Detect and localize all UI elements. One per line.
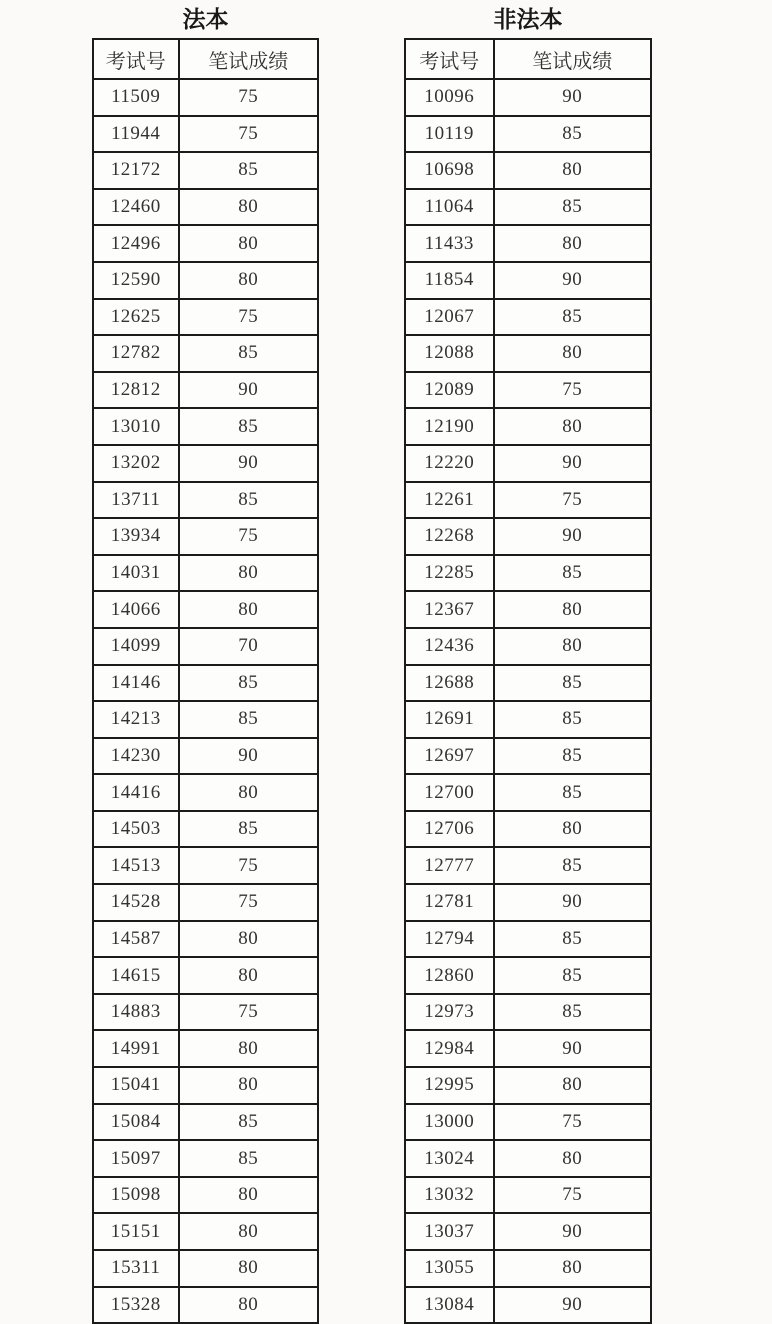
- table-cell: 85: [494, 299, 651, 336]
- table-body-law: [93, 79, 318, 1323]
- table-cell: 12984: [405, 1030, 494, 1067]
- table-cell: 80: [179, 1287, 319, 1324]
- table-cell: 13010: [93, 408, 179, 445]
- table-cell: 85: [179, 152, 319, 189]
- table-cell: 85: [179, 665, 319, 702]
- table-cell: 90: [494, 445, 651, 482]
- table-cell: 85: [494, 994, 651, 1031]
- table-cell: 15084: [93, 1104, 179, 1141]
- table-row: [93, 628, 318, 665]
- table-cell: 15328: [93, 1287, 179, 1324]
- table-row: [93, 665, 318, 702]
- table-row: [93, 994, 318, 1031]
- table-cell: 80: [179, 555, 319, 592]
- table-cell: 11854: [405, 262, 494, 299]
- table-cell: 85: [179, 482, 319, 519]
- table-cell: 75: [179, 994, 319, 1031]
- table-cell: 12496: [93, 225, 179, 262]
- table-cell: 15041: [93, 1067, 179, 1104]
- table-cell: 14513: [93, 847, 179, 884]
- table-cell: 12261: [405, 482, 494, 519]
- table-cell: 13032: [405, 1177, 494, 1214]
- table-row: [405, 1140, 651, 1177]
- table-row: [93, 774, 318, 811]
- table-row: [93, 701, 318, 738]
- table-row: [405, 518, 651, 555]
- table-cell: 75: [179, 518, 319, 555]
- table-cell: 12067: [405, 299, 494, 336]
- table-cell: 11433: [405, 225, 494, 262]
- table-row: [93, 408, 318, 445]
- table-cell: 12172: [93, 152, 179, 189]
- table-cell: 12590: [93, 262, 179, 299]
- table-cell: 15097: [93, 1140, 179, 1177]
- table-cell: 80: [179, 774, 319, 811]
- table-cell: 80: [179, 225, 319, 262]
- table-cell: 80: [179, 1030, 319, 1067]
- table-cell: 80: [494, 811, 651, 848]
- table-cell: 90: [494, 262, 651, 299]
- table-row: [93, 335, 318, 372]
- table-header-row: [93, 39, 318, 79]
- table-row: [405, 774, 651, 811]
- table-cell: 14587: [93, 921, 179, 958]
- table-row: [93, 811, 318, 848]
- table-row: [405, 152, 651, 189]
- table-cell: 85: [179, 408, 319, 445]
- table-cell: 12782: [93, 335, 179, 372]
- table-row: [93, 262, 318, 299]
- table-cell: 85: [179, 1104, 319, 1141]
- table-cell: 75: [494, 372, 651, 409]
- table-cell: 75: [494, 1177, 651, 1214]
- column-header-written-score: 笔试成绩: [179, 39, 319, 79]
- table-row: [93, 1030, 318, 1067]
- table-cell: 80: [494, 1250, 651, 1287]
- table-cell: 12367: [405, 591, 494, 628]
- table-row: [405, 189, 651, 226]
- table-row: [93, 445, 318, 482]
- table-row: [405, 884, 651, 921]
- table-cell: 10119: [405, 116, 494, 153]
- table-row: [93, 1140, 318, 1177]
- table-cell: 75: [179, 847, 319, 884]
- table-cell: 90: [494, 884, 651, 921]
- table-cell: 13024: [405, 1140, 494, 1177]
- table-row: [405, 79, 651, 116]
- table-row: [93, 738, 318, 775]
- table-cell: 12285: [405, 555, 494, 592]
- table-cell: 80: [494, 408, 651, 445]
- table-row: [405, 445, 651, 482]
- table-cell: 15151: [93, 1213, 179, 1250]
- table-row: [93, 372, 318, 409]
- table-row: [93, 847, 318, 884]
- table-row: [405, 1030, 651, 1067]
- table-cell: 85: [494, 189, 651, 226]
- table-cell: 85: [494, 921, 651, 958]
- table-row: [93, 225, 318, 262]
- table-row: [93, 921, 318, 958]
- table-cell: 80: [494, 1067, 651, 1104]
- table-row: [93, 555, 318, 592]
- table-row: [405, 225, 651, 262]
- table-cell: 14099: [93, 628, 179, 665]
- table-cell: 12995: [405, 1067, 494, 1104]
- table-cell: 13000: [405, 1104, 494, 1141]
- table-cell: 12190: [405, 408, 494, 445]
- table-cell: 13084: [405, 1287, 494, 1324]
- table-cell: 12268: [405, 518, 494, 555]
- table-cell: 80: [179, 921, 319, 958]
- table-cell: 80: [494, 1140, 651, 1177]
- table-cell: 14031: [93, 555, 179, 592]
- table-cell: 85: [494, 957, 651, 994]
- table-row: [405, 335, 651, 372]
- table-row: [93, 116, 318, 153]
- table-row: [405, 299, 651, 336]
- table-cell: 14615: [93, 957, 179, 994]
- table-cell: 70: [179, 628, 319, 665]
- score-table-non-law: [404, 38, 652, 1324]
- table-cell: 12860: [405, 957, 494, 994]
- table-cell: 80: [179, 1213, 319, 1250]
- table-row: [93, 1287, 318, 1324]
- table-row: [93, 1104, 318, 1141]
- table-cell: 13934: [93, 518, 179, 555]
- table-cell: 90: [179, 445, 319, 482]
- table-cell: 85: [494, 116, 651, 153]
- table-row: [93, 1250, 318, 1287]
- table-cell: 75: [179, 884, 319, 921]
- table-cell: 90: [494, 518, 651, 555]
- column-header-exam-id: 考试号: [405, 39, 494, 79]
- table-cell: 80: [494, 225, 651, 262]
- table-row: [93, 1067, 318, 1104]
- table-cell: 11944: [93, 116, 179, 153]
- table-row: [405, 1177, 651, 1214]
- table-cell: 14066: [93, 591, 179, 628]
- table-row: [405, 921, 651, 958]
- table-cell: 13055: [405, 1250, 494, 1287]
- table-row: [405, 1213, 651, 1250]
- table-cell: 85: [179, 335, 319, 372]
- table-body-non-law: [405, 79, 651, 1323]
- table-row: [93, 1177, 318, 1214]
- table-cell: 85: [494, 555, 651, 592]
- table-row: [405, 1287, 651, 1324]
- table-cell: 12220: [405, 445, 494, 482]
- table-row: [405, 372, 651, 409]
- table-row: [405, 1104, 651, 1141]
- table-cell: 12691: [405, 701, 494, 738]
- table-row: [405, 262, 651, 299]
- table-cell: 12436: [405, 628, 494, 665]
- table-cell: 80: [179, 262, 319, 299]
- table-cell: 12088: [405, 335, 494, 372]
- table-row: [93, 79, 318, 116]
- table-cell: 10698: [405, 152, 494, 189]
- table-cell: 80: [494, 628, 651, 665]
- score-table-law: [92, 38, 319, 1324]
- table-cell: 14503: [93, 811, 179, 848]
- table-row: [93, 884, 318, 921]
- table-row: [405, 555, 651, 592]
- table-cell: 85: [179, 701, 319, 738]
- table-row: [405, 628, 651, 665]
- table-cell: 14230: [93, 738, 179, 775]
- table-row: [405, 847, 651, 884]
- table-cell: 14416: [93, 774, 179, 811]
- table-cell: 14528: [93, 884, 179, 921]
- table-cell: 85: [494, 665, 651, 702]
- table-cell: 90: [179, 738, 319, 775]
- table-row: [405, 408, 651, 445]
- table-cell: 80: [179, 1067, 319, 1104]
- table-cell: 13202: [93, 445, 179, 482]
- table-cell: 85: [494, 701, 651, 738]
- table-cell: 14146: [93, 665, 179, 702]
- table-row: [405, 701, 651, 738]
- table-cell: 75: [494, 482, 651, 519]
- table-row: [93, 957, 318, 994]
- table-row: [405, 116, 651, 153]
- table-cell: 12697: [405, 738, 494, 775]
- table-cell: 80: [179, 1177, 319, 1214]
- table-cell: 90: [494, 1213, 651, 1250]
- table-cell: 75: [179, 79, 319, 116]
- table-cell: 12706: [405, 811, 494, 848]
- table-row: [405, 738, 651, 775]
- table-cell: 85: [179, 811, 319, 848]
- table-cell: 90: [494, 1030, 651, 1067]
- table-cell: 80: [494, 335, 651, 372]
- table-row: [405, 665, 651, 702]
- table-row: [405, 1250, 651, 1287]
- table-cell: 90: [494, 1287, 651, 1324]
- table-cell: 75: [179, 299, 319, 336]
- table-cell: 75: [179, 116, 319, 153]
- column-header-exam-id: 考试号: [93, 39, 179, 79]
- table-cell: 12688: [405, 665, 494, 702]
- table-cell: 11064: [405, 189, 494, 226]
- table-cell: 12781: [405, 884, 494, 921]
- table-cell: 12625: [93, 299, 179, 336]
- table-row: [93, 152, 318, 189]
- table-cell: 80: [179, 189, 319, 226]
- table-cell: 12777: [405, 847, 494, 884]
- column-header-written-score: 笔试成绩: [494, 39, 651, 79]
- table-cell: 15311: [93, 1250, 179, 1287]
- table-cell: 14213: [93, 701, 179, 738]
- table-cell: 12794: [405, 921, 494, 958]
- table-row: [93, 591, 318, 628]
- table-cell: 80: [494, 152, 651, 189]
- table-title-non-law: 非法本: [493, 7, 563, 32]
- table-cell: 85: [494, 774, 651, 811]
- non-law-undergrad-table-block: [404, 2, 652, 1324]
- table-cell: 14991: [93, 1030, 179, 1067]
- table-row: [93, 189, 318, 226]
- table-cell: 85: [494, 738, 651, 775]
- table-row: [405, 994, 651, 1031]
- table-title-law: 法本: [182, 7, 229, 32]
- table-cell: 13711: [93, 482, 179, 519]
- table-cell: 75: [494, 1104, 651, 1141]
- table-cell: 13037: [405, 1213, 494, 1250]
- table-cell: 12460: [93, 189, 179, 226]
- table-cell: 80: [179, 1250, 319, 1287]
- table-cell: 12812: [93, 372, 179, 409]
- table-cell: 80: [494, 591, 651, 628]
- table-cell: 12973: [405, 994, 494, 1031]
- table-row: [405, 482, 651, 519]
- table-cell: 85: [494, 847, 651, 884]
- table-row: [405, 811, 651, 848]
- table-cell: 85: [179, 1140, 319, 1177]
- table-row: [93, 482, 318, 519]
- table-row: [405, 1067, 651, 1104]
- table-cell: 11509: [93, 79, 179, 116]
- law-undergrad-table-block: [92, 2, 319, 1324]
- table-row: [405, 591, 651, 628]
- table-cell: 90: [179, 372, 319, 409]
- table-row: [93, 518, 318, 555]
- table-header-row: [405, 39, 651, 79]
- table-row: [405, 957, 651, 994]
- table-cell: 90: [494, 79, 651, 116]
- table-cell: 10096: [405, 79, 494, 116]
- table-cell: 80: [179, 957, 319, 994]
- table-cell: 12700: [405, 774, 494, 811]
- table-row: [93, 1213, 318, 1250]
- table-cell: 15098: [93, 1177, 179, 1214]
- table-row: [93, 299, 318, 336]
- table-cell: 14883: [93, 994, 179, 1031]
- table-cell: 12089: [405, 372, 494, 409]
- table-cell: 80: [179, 591, 319, 628]
